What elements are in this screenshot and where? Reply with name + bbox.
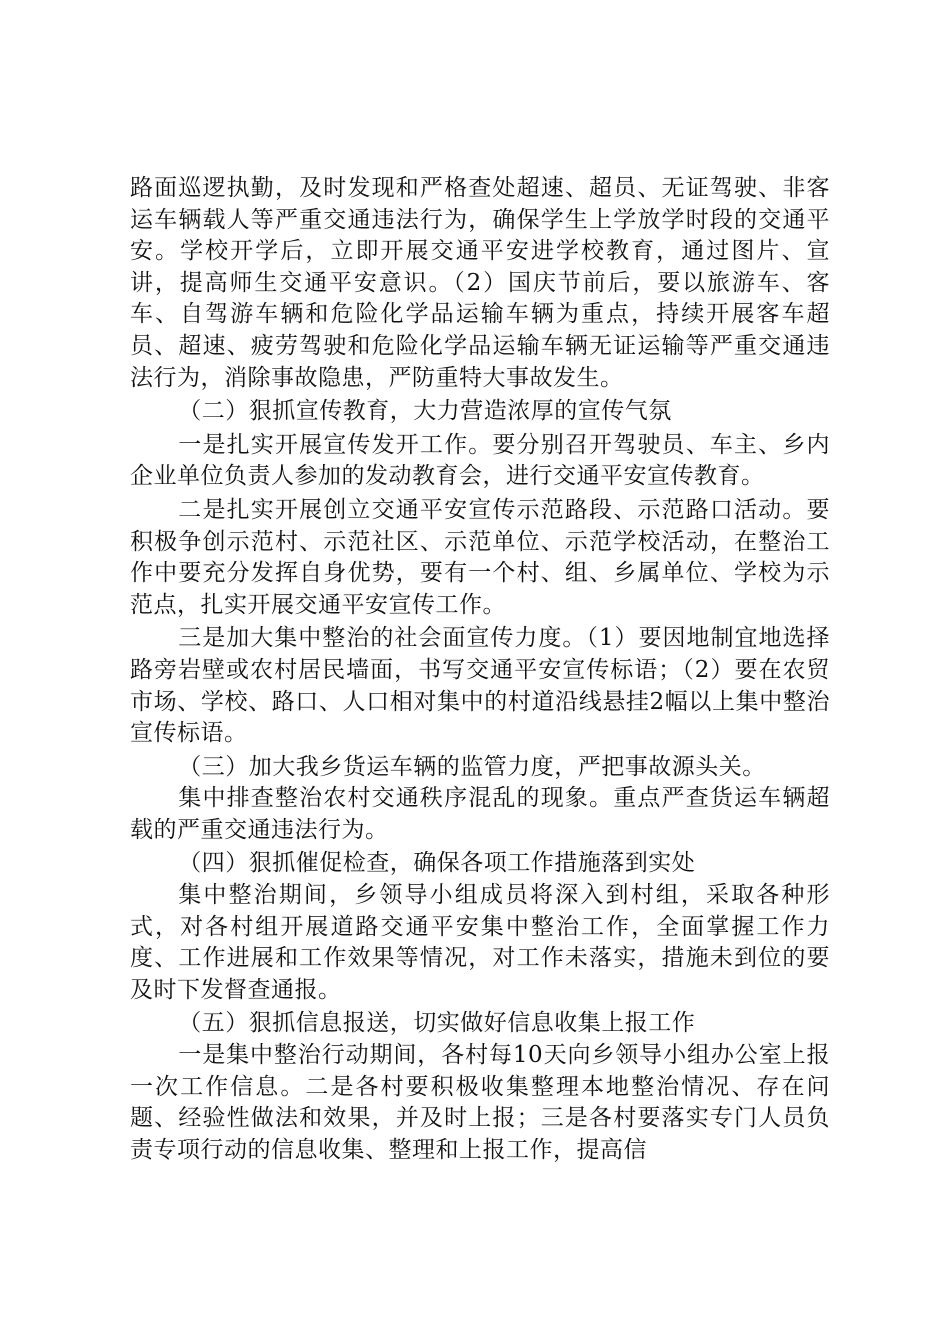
paragraph-continuation: 路面巡逻执勤，及时发现和严格查处超速、超员、无证驾驶、非客运车辆载人等严重交通违法行为，确保学生上学放学时段的交通平安。学校开学后，立即开展交通平安进学校教育，通过图片、宣讲，提高师生交通平安意识。（2）国庆节前后，要以旅游车、客车、自驾游车辆和危险化学品运输车辆为重点，持续开展客车超员、超速、疲劳驾驶和危险化学品运输车辆无证运输等严重交通违法行为，消除事故隐患，严防重特大事故发生。: [130, 175, 830, 391]
section-heading-5: （五）狠抓信息报送，切实做好信息收集上报工作: [178, 1010, 696, 1037]
section-heading-4: （四）狠抓催促检查，确保各项工作措施落到实处: [178, 850, 696, 877]
section-heading-3: （三）加大我乡货运车辆的监管力度，严把事故源头关。: [178, 753, 766, 780]
paragraph: 一是扎实开展宣传发开工作。要分别召开驾驶员、车主、乡内企业单位负责人参加的发动教育会，进行交通平安宣传教育。: [130, 431, 830, 490]
paragraph: 一是集中整治行动期间，各村每10天向乡领导小组办公室上报一次工作信息。二是各村要积极收集整理本地整治情况、存在问题、经验性做法和效果，并及时上报；三是各村要落实专门人员负责专项行动的信息收集、整理和上报工作，提高信: [130, 1042, 830, 1163]
paragraph: 三是加大集中整治的社会面宣传力度。（1）要因地制宜地选择路旁岩壁或农村居民墙面，书写交通平安宣传标语；（2）要在农贸市场、学校、路口、人口相对集中的村道沿线悬挂2幅以上集中整治宣传标语。: [130, 625, 830, 747]
paragraph: 集中排查整治农村交通秩序混乱的现象。重点严查货运车辆超载的严重交通违法行为。: [130, 785, 830, 843]
section-heading-2: （二）狠抓宣传教育，大力营造浓厚的宣传气氛: [178, 398, 672, 425]
paragraph: 二是扎实开展创立交通平安宣传示范路段、示范路口活动。要积极争创示范村、示范社区、示范单位、示范学校活动，在整治工作中要充分发挥自身优势，要有一个村、组、乡属单位、学校为示范点，扎实开展交通平安宣传工作。: [130, 496, 830, 618]
document-body: [130, 173, 830, 1166]
paragraph: 集中整治期间，乡领导小组成员将深入到村组，采取各种形式，对各村组开展道路交通平安集中整治工作，全面掌握工作力度、工作进展和工作效果等情况，对工作未落实，措施未到位的要及时下发督查通报。: [130, 882, 830, 1003]
